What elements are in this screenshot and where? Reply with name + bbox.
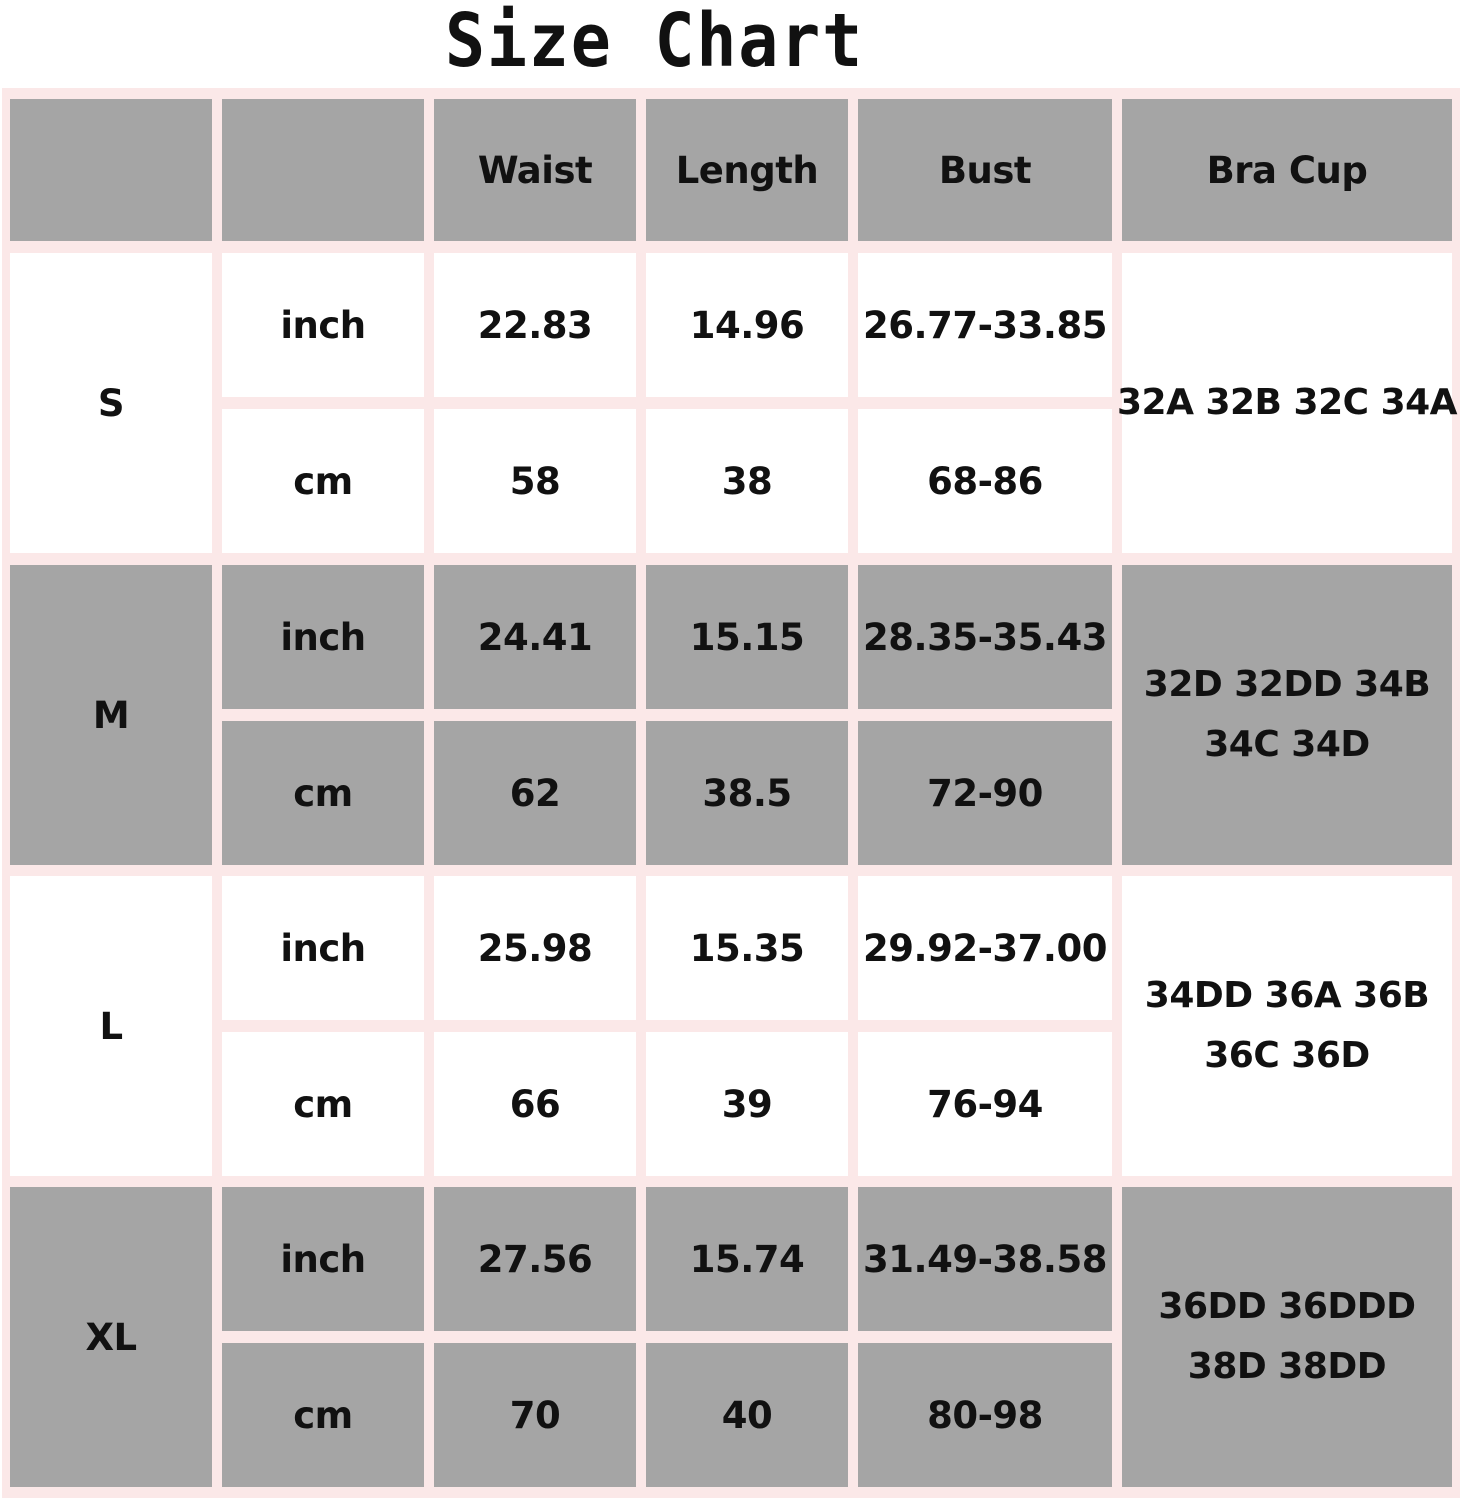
size-label: L <box>10 876 212 1176</box>
waist-value: 70 <box>434 1343 636 1487</box>
bust-value: 26.77-33.85 <box>858 253 1112 397</box>
header-blank-unit <box>222 99 424 241</box>
bust-value: 29.92-37.00 <box>858 876 1112 1020</box>
length-value: 14.96 <box>646 253 848 397</box>
unit-label: inch <box>222 876 424 1020</box>
length-value: 15.35 <box>646 876 848 1020</box>
unit-label: cm <box>222 1343 424 1487</box>
unit-label: cm <box>222 721 424 865</box>
header-waist: Waist <box>434 99 636 241</box>
length-value: 40 <box>646 1343 848 1487</box>
length-value: 39 <box>646 1032 848 1176</box>
length-value: 38.5 <box>646 721 848 865</box>
bra-cup-lines <box>1117 373 1457 433</box>
bra-cup-lines <box>1144 655 1430 775</box>
waist-value: 24.41 <box>434 565 636 709</box>
length-value: 15.15 <box>646 565 848 709</box>
header-blank-size <box>10 99 212 241</box>
unit-label: cm <box>222 409 424 553</box>
size-label: S <box>10 253 212 553</box>
header-bust: Bust <box>858 99 1112 241</box>
header-bra-cup: Bra Cup <box>1122 99 1452 241</box>
bra-cup-line: 32D 32DD 34B <box>1143 664 1431 705</box>
bra-cup-line: 32A 32B 32C 34A <box>1116 382 1458 423</box>
unit-label: cm <box>222 1032 424 1176</box>
unit-label: inch <box>222 565 424 709</box>
waist-value: 62 <box>434 721 636 865</box>
bra-cup-line: 34DD 36A 36B <box>1144 975 1430 1016</box>
bust-value: 80-98 <box>858 1343 1112 1487</box>
waist-value: 58 <box>434 409 636 553</box>
bra-cup-cell <box>1122 1187 1452 1487</box>
chart-title: Size Chart <box>445 0 864 84</box>
waist-value: 27.56 <box>434 1187 636 1331</box>
waist-value: 25.98 <box>434 876 636 1020</box>
bust-value: 68-86 <box>858 409 1112 553</box>
unit-label: inch <box>222 253 424 397</box>
bra-cup-lines <box>1145 966 1429 1086</box>
size-label: M <box>10 565 212 865</box>
waist-value: 22.83 <box>434 253 636 397</box>
bust-value: 76-94 <box>858 1032 1112 1176</box>
waist-value: 66 <box>434 1032 636 1176</box>
length-value: 15.74 <box>646 1187 848 1331</box>
bra-cup-cell <box>1116 253 1458 553</box>
bra-cup-cell <box>1122 565 1452 865</box>
bra-cup-line: 38D 38DD <box>1187 1346 1387 1387</box>
header-length: Length <box>646 99 848 241</box>
bra-cup-cell <box>1122 876 1452 1176</box>
length-value: 38 <box>646 409 848 553</box>
bra-cup-line: 36C 36D <box>1204 1035 1370 1076</box>
bust-value: 72-90 <box>858 721 1112 865</box>
unit-label: inch <box>222 1187 424 1331</box>
bra-cup-line: 34C 34D <box>1204 724 1370 765</box>
bust-value: 28.35-35.43 <box>858 565 1112 709</box>
size-label: XL <box>10 1187 212 1487</box>
bust-value: 31.49-38.58 <box>858 1187 1112 1331</box>
bra-cup-line: 36DD 36DDD <box>1158 1286 1416 1327</box>
bra-cup-lines <box>1158 1277 1415 1397</box>
